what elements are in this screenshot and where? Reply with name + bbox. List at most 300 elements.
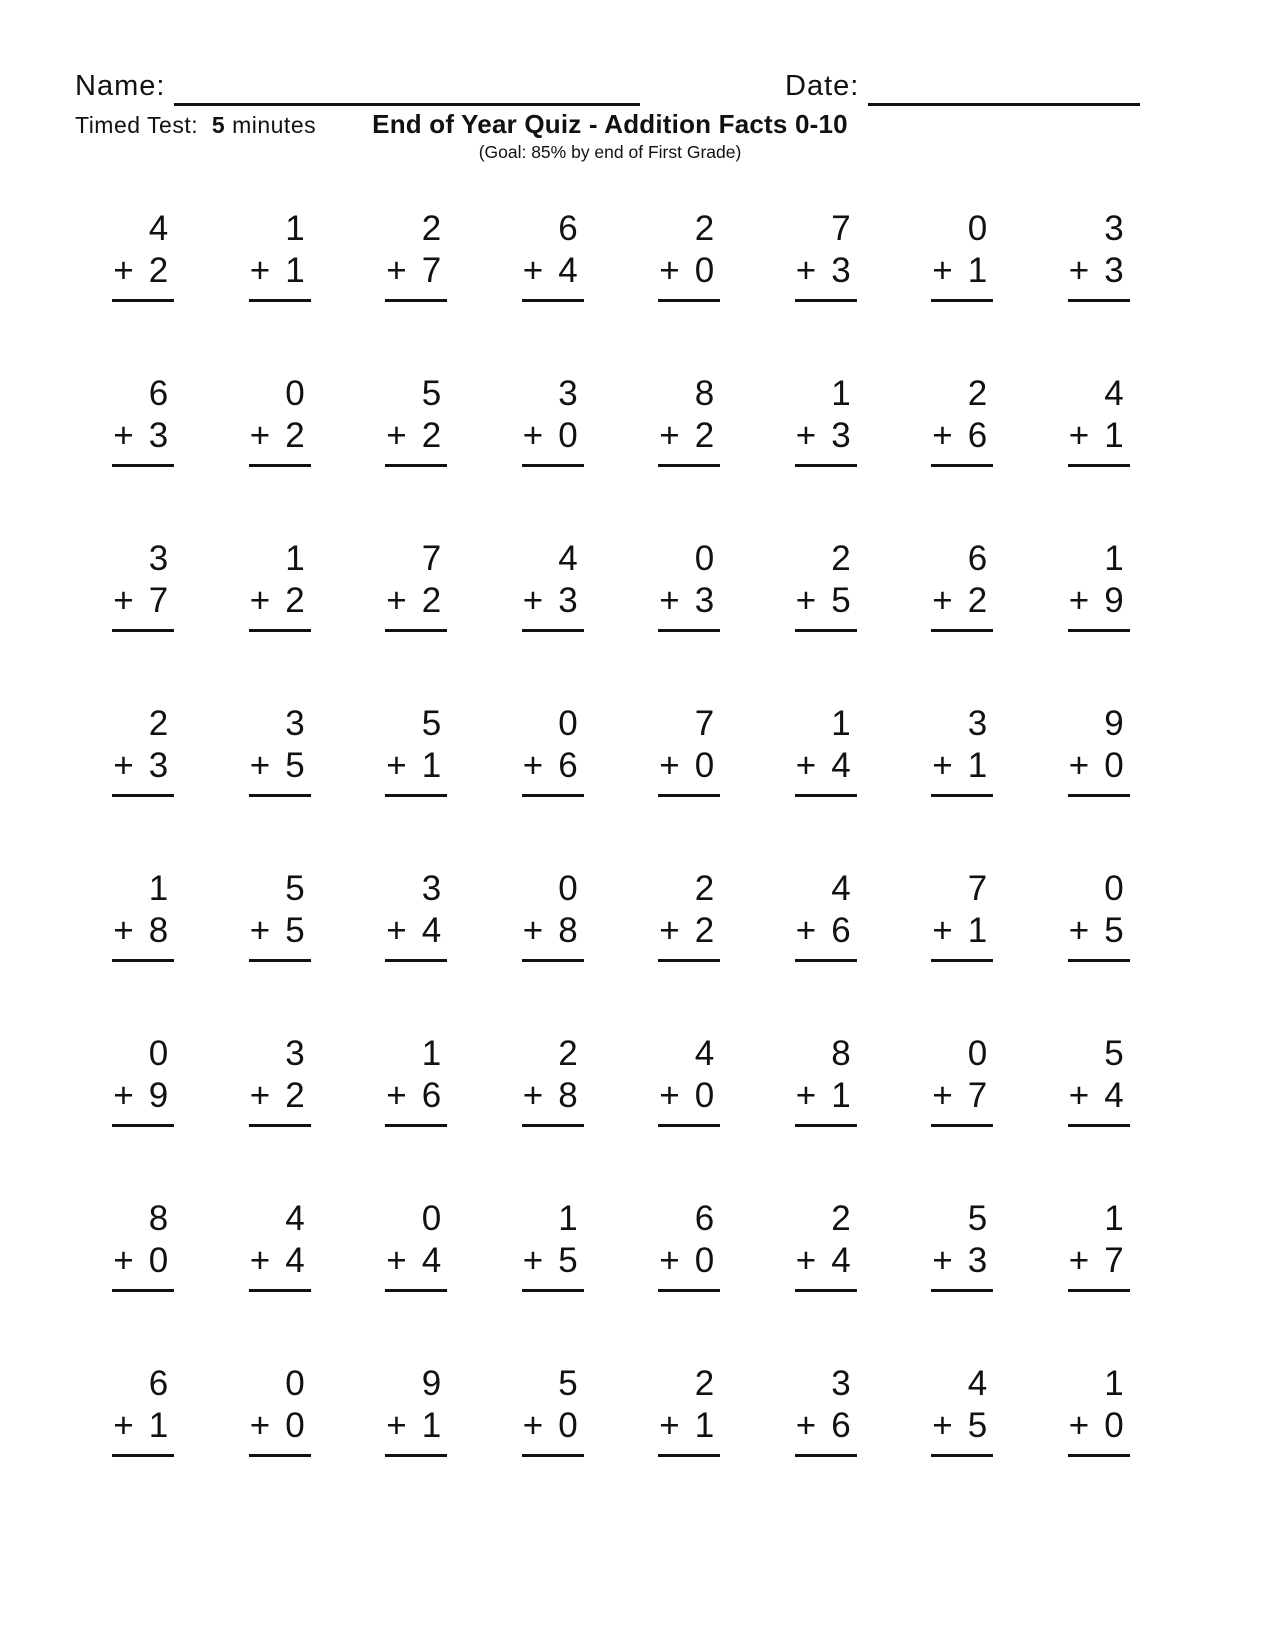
bottom-addend-row	[931, 909, 993, 962]
addition-problem	[385, 865, 447, 1030]
bottom-addend-row	[931, 744, 993, 797]
bottom-addend: 1	[967, 746, 988, 785]
plus-operator: +	[659, 746, 680, 785]
bottom-addend: 1	[1104, 416, 1124, 455]
top-addend: 3	[967, 704, 988, 743]
top-addend: 0	[967, 1034, 988, 1073]
bottom-addend-row	[658, 414, 720, 467]
bottom-addend-row	[1068, 249, 1130, 302]
top-addend: 0	[694, 539, 715, 578]
answer-space	[522, 302, 584, 342]
top-addend: 7	[967, 869, 988, 908]
plus-operator: +	[522, 1406, 544, 1445]
bottom-addend-row	[931, 1239, 993, 1292]
top-addend: 0	[285, 374, 305, 413]
addition-problem	[112, 865, 174, 1030]
top-addend: 1	[1104, 1364, 1124, 1403]
bottom-addend-row	[522, 414, 584, 467]
bottom-addend: 6	[967, 416, 988, 455]
answer-space	[1068, 1292, 1130, 1332]
bottom-addend: 2	[285, 1076, 305, 1115]
answer-space	[931, 962, 993, 1002]
bottom-addend-row	[385, 579, 447, 632]
addition-problem	[931, 700, 993, 865]
bottom-addend: 7	[421, 251, 442, 290]
top-addend: 4	[1104, 374, 1124, 413]
bottom-addend-row	[112, 1074, 174, 1127]
bottom-addend-row	[112, 1404, 174, 1457]
bottom-addend: 8	[558, 911, 578, 950]
addition-problem	[249, 700, 311, 865]
plus-operator: +	[522, 416, 544, 455]
plus-operator: +	[113, 1076, 134, 1115]
answer-space	[522, 962, 584, 1002]
plus-operator: +	[659, 581, 680, 620]
addition-problem	[522, 205, 584, 370]
bottom-addend: 7	[148, 581, 169, 620]
answer-space	[249, 467, 311, 507]
bottom-addend: 0	[285, 1406, 305, 1445]
plus-operator: +	[522, 251, 544, 290]
bottom-addend: 7	[1104, 1241, 1124, 1280]
bottom-addend-row	[931, 249, 993, 302]
bottom-addend: 1	[967, 251, 988, 290]
addition-problem	[522, 535, 584, 700]
bottom-addend-row	[249, 744, 311, 797]
top-addend: 3	[831, 1364, 851, 1403]
plus-operator: +	[386, 1406, 407, 1445]
bottom-addend: 3	[1104, 251, 1124, 290]
bottom-addend-row	[385, 909, 447, 962]
plus-operator: +	[932, 251, 953, 290]
bottom-addend: 6	[831, 1406, 851, 1445]
addition-problem	[795, 535, 857, 700]
answer-space	[795, 1292, 857, 1332]
plus-operator: +	[932, 911, 953, 950]
top-addend: 0	[148, 1034, 169, 1073]
top-addend: 7	[831, 209, 851, 248]
bottom-addend-row	[658, 579, 720, 632]
addition-problem	[249, 1360, 311, 1525]
top-addend: 2	[694, 869, 715, 908]
bottom-addend-row	[249, 579, 311, 632]
addition-problem	[522, 1030, 584, 1195]
bottom-addend-row	[1068, 1404, 1130, 1457]
timed-test-row	[75, 112, 316, 139]
top-addend: 2	[558, 1034, 578, 1073]
answer-space	[1068, 1457, 1130, 1497]
addition-problem	[522, 1360, 584, 1525]
bottom-addend-row	[795, 579, 857, 632]
addition-problem	[385, 1360, 447, 1525]
addition-problem	[112, 370, 174, 535]
bottom-addend-row	[112, 249, 174, 302]
bottom-addend: 6	[831, 911, 851, 950]
plus-operator: +	[932, 1241, 953, 1280]
bottom-addend: 3	[148, 746, 169, 785]
plus-operator: +	[795, 911, 817, 950]
plus-operator: +	[932, 416, 953, 455]
top-addend: 1	[1104, 1199, 1124, 1238]
addition-problem	[658, 370, 720, 535]
bottom-addend-row	[795, 414, 857, 467]
addition-problem	[931, 535, 993, 700]
answer-space	[249, 962, 311, 1002]
bottom-addend: 2	[421, 416, 442, 455]
answer-space	[658, 1127, 720, 1167]
bottom-addend: 2	[148, 251, 169, 290]
top-addend: 5	[1104, 1034, 1124, 1073]
bottom-addend: 5	[285, 911, 305, 950]
plus-operator: +	[522, 911, 544, 950]
plus-operator: +	[1068, 1406, 1090, 1445]
top-addend: 8	[694, 374, 715, 413]
bottom-addend: 3	[558, 581, 578, 620]
timed-test-unit: minutes	[232, 112, 317, 138]
timed-test-label: Timed Test:	[75, 112, 199, 138]
top-addend: 4	[285, 1199, 305, 1238]
addition-problem	[522, 1195, 584, 1360]
bottom-addend: 5	[967, 1406, 988, 1445]
bottom-addend-row	[1068, 1074, 1130, 1127]
answer-space	[112, 962, 174, 1002]
plus-operator: +	[249, 1241, 271, 1280]
bottom-addend: 2	[694, 911, 715, 950]
answer-space	[385, 797, 447, 837]
bottom-addend-row	[249, 1239, 311, 1292]
top-addend: 1	[831, 374, 851, 413]
answer-space	[1068, 632, 1130, 672]
bottom-addend: 3	[831, 251, 851, 290]
answer-space	[249, 1292, 311, 1332]
answer-space	[112, 1457, 174, 1497]
addition-problem	[1068, 370, 1130, 535]
top-addend: 1	[285, 209, 305, 248]
answer-space	[658, 797, 720, 837]
bottom-addend: 3	[148, 416, 169, 455]
answer-space	[112, 1127, 174, 1167]
top-addend: 0	[1104, 869, 1124, 908]
plus-operator: +	[795, 1076, 817, 1115]
plus-operator: +	[932, 581, 953, 620]
top-addend: 9	[421, 1364, 442, 1403]
top-addend: 2	[967, 374, 988, 413]
plus-operator: +	[249, 416, 271, 455]
top-addend: 3	[285, 704, 305, 743]
addition-problem	[1068, 865, 1130, 1030]
bottom-addend: 0	[558, 1406, 578, 1445]
plus-operator: +	[932, 746, 953, 785]
addition-problem	[249, 1195, 311, 1360]
bottom-addend-row	[931, 1074, 993, 1127]
top-addend: 7	[421, 539, 442, 578]
bottom-addend-row	[522, 909, 584, 962]
bottom-addend: 5	[558, 1241, 578, 1280]
answer-space	[658, 632, 720, 672]
answer-space	[385, 1457, 447, 1497]
date-label: Date:	[785, 70, 860, 102]
plus-operator: +	[795, 581, 817, 620]
bottom-addend-row	[1068, 909, 1130, 962]
addition-problem	[658, 1360, 720, 1525]
addition-problem	[522, 700, 584, 865]
answer-space	[1068, 1127, 1130, 1167]
plus-operator: +	[249, 251, 271, 290]
addition-problem	[385, 535, 447, 700]
bottom-addend: 4	[285, 1241, 305, 1280]
answer-space	[249, 1127, 311, 1167]
plus-operator: +	[113, 251, 134, 290]
answer-space	[658, 1292, 720, 1332]
bottom-addend-row	[385, 1074, 447, 1127]
plus-operator: +	[1068, 911, 1090, 950]
answer-space	[522, 467, 584, 507]
top-addend: 3	[285, 1034, 305, 1073]
top-addend: 2	[148, 704, 169, 743]
plus-operator: +	[249, 911, 271, 950]
bottom-addend-row	[249, 414, 311, 467]
top-addend: 1	[421, 1034, 442, 1073]
plus-operator: +	[1068, 1076, 1090, 1115]
answer-space	[1068, 962, 1130, 1002]
top-addend: 4	[694, 1034, 715, 1073]
addition-problem	[658, 535, 720, 700]
bottom-addend-row	[795, 909, 857, 962]
bottom-addend: 4	[421, 911, 442, 950]
bottom-addend-row	[795, 1074, 857, 1127]
addition-problem	[795, 865, 857, 1030]
answer-space	[385, 302, 447, 342]
top-addend: 6	[148, 374, 169, 413]
bottom-addend: 9	[1104, 581, 1124, 620]
bottom-addend: 8	[148, 911, 169, 950]
addition-problem	[795, 370, 857, 535]
plus-operator: +	[795, 416, 817, 455]
bottom-addend-row	[658, 1404, 720, 1457]
answer-space	[522, 1457, 584, 1497]
top-addend: 2	[831, 539, 851, 578]
bottom-addend-row	[112, 1239, 174, 1292]
plus-operator: +	[249, 1406, 271, 1445]
addition-problem	[522, 370, 584, 535]
addition-problem	[795, 1195, 857, 1360]
addition-problem	[658, 205, 720, 370]
bottom-addend: 7	[967, 1076, 988, 1115]
addition-problem	[112, 700, 174, 865]
plus-operator: +	[1068, 416, 1090, 455]
addition-problem	[658, 1195, 720, 1360]
bottom-addend: 3	[967, 1241, 988, 1280]
answer-space	[249, 632, 311, 672]
answer-space	[931, 1292, 993, 1332]
plus-operator: +	[113, 746, 134, 785]
page-title: End of Year Quiz - Addition Facts 0-10	[372, 109, 848, 139]
bottom-addend: 0	[694, 746, 715, 785]
top-addend: 5	[421, 374, 442, 413]
plus-operator: +	[113, 581, 134, 620]
plus-operator: +	[522, 1076, 544, 1115]
addition-problem	[795, 205, 857, 370]
bottom-addend-row	[112, 909, 174, 962]
bottom-addend: 3	[831, 416, 851, 455]
bottom-addend-row	[658, 249, 720, 302]
addition-problem	[658, 700, 720, 865]
bottom-addend: 1	[421, 746, 442, 785]
addition-problem	[1068, 535, 1130, 700]
plus-operator: +	[386, 416, 407, 455]
plus-operator: +	[386, 1076, 407, 1115]
bottom-addend-row	[795, 1404, 857, 1457]
bottom-addend-row	[522, 744, 584, 797]
bottom-addend: 3	[694, 581, 715, 620]
bottom-addend-row	[249, 1404, 311, 1457]
timed-test-minutes: 5	[211, 112, 226, 138]
bottom-addend: 6	[558, 746, 578, 785]
top-addend: 9	[1104, 704, 1124, 743]
addition-problem	[249, 205, 311, 370]
top-addend: 3	[1104, 209, 1124, 248]
addition-problem	[658, 1030, 720, 1195]
bottom-addend-row	[112, 744, 174, 797]
bottom-addend: 0	[558, 416, 578, 455]
addition-problem	[795, 700, 857, 865]
addition-problem	[931, 1195, 993, 1360]
plus-operator: +	[249, 746, 271, 785]
bottom-addend: 0	[694, 1076, 715, 1115]
answer-space	[385, 962, 447, 1002]
bottom-addend-row	[1068, 579, 1130, 632]
bottom-addend: 2	[694, 416, 715, 455]
bottom-addend: 6	[421, 1076, 442, 1115]
answer-space	[249, 797, 311, 837]
bottom-addend: 1	[967, 911, 988, 950]
answer-space	[385, 1127, 447, 1167]
name-label: Name:	[75, 70, 166, 102]
answer-space	[522, 1292, 584, 1332]
addition-problem	[1068, 205, 1130, 370]
bottom-addend-row	[522, 249, 584, 302]
answer-space	[658, 302, 720, 342]
plus-operator: +	[1068, 251, 1090, 290]
plus-operator: +	[249, 1076, 271, 1115]
bottom-addend-row	[385, 249, 447, 302]
bottom-addend-row	[1068, 414, 1130, 467]
bottom-addend-row	[249, 249, 311, 302]
answer-space	[112, 467, 174, 507]
addition-problem	[1068, 700, 1130, 865]
bottom-addend-row	[795, 744, 857, 797]
answer-space	[931, 302, 993, 342]
bottom-addend: 1	[831, 1076, 851, 1115]
answer-space	[112, 632, 174, 672]
top-addend: 5	[558, 1364, 578, 1403]
bottom-addend-row	[658, 1074, 720, 1127]
bottom-addend: 0	[1104, 1406, 1124, 1445]
answer-space	[795, 797, 857, 837]
top-addend: 4	[558, 539, 578, 578]
bottom-addend-row	[931, 1404, 993, 1457]
addition-problem	[385, 700, 447, 865]
plus-operator: +	[113, 1406, 134, 1445]
bottom-addend: 0	[1104, 746, 1124, 785]
addition-problem	[931, 865, 993, 1030]
top-addend: 0	[967, 209, 988, 248]
bottom-addend-row	[112, 414, 174, 467]
answer-space	[112, 1292, 174, 1332]
top-addend: 0	[421, 1199, 442, 1238]
bottom-addend: 2	[285, 416, 305, 455]
bottom-addend: 4	[558, 251, 578, 290]
answer-space	[1068, 797, 1130, 837]
bottom-addend-row	[931, 414, 993, 467]
addition-problem	[1068, 1195, 1130, 1360]
top-addend: 2	[421, 209, 442, 248]
addition-problem	[112, 535, 174, 700]
addition-problem	[658, 865, 720, 1030]
addition-problem	[249, 535, 311, 700]
addition-problem	[522, 865, 584, 1030]
top-addend: 0	[285, 1364, 305, 1403]
bottom-addend: 0	[148, 1241, 169, 1280]
answer-space	[658, 467, 720, 507]
bottom-addend: 8	[558, 1076, 578, 1115]
answer-space	[112, 797, 174, 837]
top-addend: 4	[148, 209, 169, 248]
addition-problem	[795, 1030, 857, 1195]
bottom-addend-row	[795, 249, 857, 302]
addition-problem	[112, 1030, 174, 1195]
bottom-addend-row	[249, 1074, 311, 1127]
plus-operator: +	[795, 746, 817, 785]
top-addend: 2	[831, 1199, 851, 1238]
answer-space	[931, 467, 993, 507]
plus-operator: +	[113, 911, 134, 950]
plus-operator: +	[386, 911, 407, 950]
bottom-addend-row	[1068, 744, 1130, 797]
addition-problem	[249, 865, 311, 1030]
answer-space	[249, 302, 311, 342]
addition-problem	[385, 1030, 447, 1195]
top-addend: 8	[148, 1199, 169, 1238]
addition-problem	[795, 1360, 857, 1525]
plus-operator: +	[795, 251, 817, 290]
top-addend: 3	[421, 869, 442, 908]
top-addend: 5	[421, 704, 442, 743]
answer-space	[795, 1127, 857, 1167]
plus-operator: +	[113, 1241, 134, 1280]
bottom-addend-row	[522, 1239, 584, 1292]
bottom-addend-row	[658, 1239, 720, 1292]
plus-operator: +	[659, 1241, 680, 1280]
bottom-addend-row	[931, 579, 993, 632]
top-addend: 1	[1104, 539, 1124, 578]
top-addend: 6	[148, 1364, 169, 1403]
top-addend: 2	[694, 209, 715, 248]
plus-operator: +	[386, 746, 407, 785]
addition-problem	[112, 205, 174, 370]
answer-space	[385, 467, 447, 507]
addition-problem	[1068, 1360, 1130, 1525]
answer-space	[795, 962, 857, 1002]
bottom-addend-row	[112, 579, 174, 632]
bottom-addend: 4	[421, 1241, 442, 1280]
bottom-addend: 9	[148, 1076, 169, 1115]
plus-operator: +	[1068, 1241, 1090, 1280]
bottom-addend-row	[522, 579, 584, 632]
problems-grid	[75, 205, 1167, 1525]
plus-operator: +	[386, 1241, 407, 1280]
addition-problem	[249, 370, 311, 535]
